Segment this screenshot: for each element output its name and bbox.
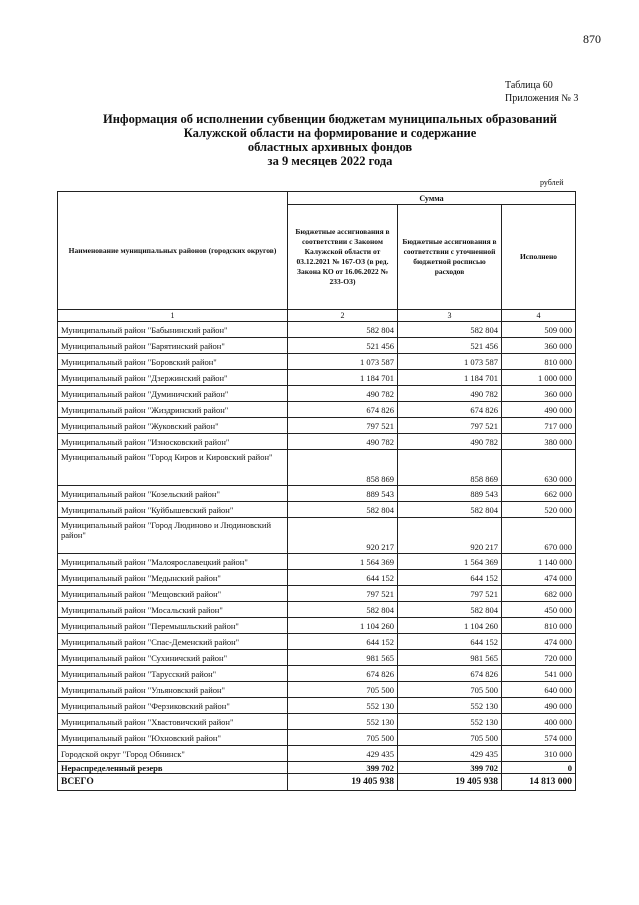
law-allocation: 490 782 [288,386,398,402]
refined-allocation: 1 104 260 [398,618,502,634]
column-number: 2 [288,310,398,322]
title-line: Информация об исполнении субвенции бюджетам муниципальных образований [103,112,557,126]
header-col2: Бюджетные ассигнования в соответствии с Законом Калужской области от 03.12.2021 № 167-ОЗ (в ред. Закона КО от 16.06.2022 № 233-ОЗ) [288,205,398,310]
law-allocation: 582 804 [288,502,398,518]
refined-allocation: 674 826 [398,666,502,682]
refined-allocation: 858 869 [398,450,502,486]
column-number: 3 [398,310,502,322]
header-sum: Сумма [288,192,576,205]
header-col3: Бюджетные ассигнования в соответствии с уточненной бюджетной росписью расходов [398,205,502,310]
district-name: Муниципальный район "Город Людиново и Людиновский район" [58,518,288,554]
refined-allocation: 582 804 [398,502,502,518]
district-name: Муниципальный район "Бабынинский район" [58,322,288,338]
document-title [90,112,570,168]
table-row [58,434,576,450]
district-name: Муниципальный район "Юхновский район" [58,730,288,746]
executed-amount: 520 000 [502,502,576,518]
table-row [58,418,576,434]
executed-amount: 717 000 [502,418,576,434]
table-row [58,486,576,502]
refined-allocation: 582 804 [398,322,502,338]
units-label: рублей [540,178,564,187]
district-name: Муниципальный район "Ульяновский район" [58,682,288,698]
district-name: Муниципальный район "Мещовский район" [58,586,288,602]
table-row [58,618,576,634]
executed-amount: 662 000 [502,486,576,502]
total-refined-allocation: 19 405 938 [398,774,502,791]
law-allocation: 582 804 [288,602,398,618]
refined-allocation: 490 782 [398,386,502,402]
law-allocation: 1 104 260 [288,618,398,634]
refined-allocation: 1 073 587 [398,354,502,370]
law-allocation: 797 521 [288,418,398,434]
law-allocation: 797 521 [288,586,398,602]
refined-allocation: 582 804 [398,602,502,618]
table-row [58,386,576,402]
column-number: 1 [58,310,288,322]
law-allocation: 981 565 [288,650,398,666]
law-allocation: 858 869 [288,450,398,486]
district-name: Муниципальный район "Спас-Деменский район" [58,634,288,650]
total-label: ВСЕГО [58,774,288,791]
district-name: Муниципальный район "Хвастовичский район" [58,714,288,730]
law-allocation: 705 500 [288,730,398,746]
law-allocation: 674 826 [288,666,398,682]
district-name: Муниципальный район "Думиничский район" [58,386,288,402]
refined-allocation: 674 826 [398,402,502,418]
law-allocation: 1 184 701 [288,370,398,386]
header-name: Наименование муниципальных районов (городских округов) [58,192,288,310]
table-row [58,354,576,370]
executed-amount: 640 000 [502,682,576,698]
table-row [58,322,576,338]
district-name: Муниципальный район "Тарусский район" [58,666,288,682]
executed-amount: 810 000 [502,618,576,634]
law-allocation: 674 826 [288,402,398,418]
law-allocation: 582 804 [288,322,398,338]
reserve-executed: 0 [502,762,576,774]
page-number: 870 [583,32,601,46]
executed-amount: 810 000 [502,354,576,370]
table-row [58,714,576,730]
table-row [58,602,576,618]
table-row [58,698,576,714]
refined-allocation: 644 152 [398,634,502,650]
district-name: Муниципальный район "Куйбышевский район" [58,502,288,518]
executed-amount: 630 000 [502,450,576,486]
district-name: Городской округ "Город Обнинск" [58,746,288,762]
district-name: Муниципальный район "Боровский район" [58,354,288,370]
table-label: Таблица 60 [505,80,553,91]
title-line: за 9 месяцев 2022 года [267,154,393,168]
column-number: 4 [502,310,576,322]
law-allocation: 644 152 [288,634,398,650]
law-allocation: 552 130 [288,714,398,730]
executed-amount: 490 000 [502,698,576,714]
law-allocation: 889 543 [288,486,398,502]
executed-amount: 720 000 [502,650,576,666]
total-row [58,774,576,791]
law-allocation: 920 217 [288,518,398,554]
law-allocation: 429 435 [288,746,398,762]
law-allocation: 1 073 587 [288,354,398,370]
header-col4: Исполнено [502,205,576,310]
executed-amount: 509 000 [502,322,576,338]
title-line: областных архивных фондов [247,140,413,154]
executed-amount: 380 000 [502,434,576,450]
district-name: Муниципальный район "Медынский район" [58,570,288,586]
table-row [58,730,576,746]
law-allocation: 490 782 [288,434,398,450]
refined-allocation: 1 184 701 [398,370,502,386]
district-name: Муниципальный район "Барятинский район" [58,338,288,354]
table-row [58,682,576,698]
total-executed: 14 813 000 [502,774,576,791]
reserve-row [58,762,576,774]
refined-allocation: 797 521 [398,586,502,602]
table-row [58,518,576,554]
table-row [58,570,576,586]
district-name: Муниципальный район "Дзержинский район" [58,370,288,386]
district-name: Муниципальный район "Сухиничский район" [58,650,288,666]
table-row [58,634,576,650]
refined-allocation: 889 543 [398,486,502,502]
executed-amount: 1 000 000 [502,370,576,386]
refined-allocation: 1 564 369 [398,554,502,570]
executed-amount: 450 000 [502,602,576,618]
reserve-law-allocation: 399 702 [288,762,398,774]
table-body [58,322,576,791]
table-row [58,370,576,386]
refined-allocation: 644 152 [398,570,502,586]
district-name: Муниципальный район "Малоярославецкий район" [58,554,288,570]
refined-allocation: 797 521 [398,418,502,434]
refined-allocation: 521 456 [398,338,502,354]
district-name: Муниципальный район "Мосальский район" [58,602,288,618]
refined-allocation: 552 130 [398,714,502,730]
executed-amount: 474 000 [502,570,576,586]
law-allocation: 705 500 [288,682,398,698]
executed-amount: 360 000 [502,338,576,354]
executed-amount: 360 000 [502,386,576,402]
refined-allocation: 705 500 [398,682,502,698]
subvention-table [57,191,576,791]
refined-allocation: 490 782 [398,434,502,450]
refined-allocation: 981 565 [398,650,502,666]
law-allocation: 521 456 [288,338,398,354]
title-line: Калужской области на формирование и содержание [183,126,477,140]
table-row [58,338,576,354]
table-row [58,746,576,762]
law-allocation: 644 152 [288,570,398,586]
district-name: Муниципальный район "Износковский район" [58,434,288,450]
refined-allocation: 429 435 [398,746,502,762]
executed-amount: 574 000 [502,730,576,746]
table-row [58,586,576,602]
table-row [58,650,576,666]
appendix-label: Приложения № 3 [505,93,579,104]
law-allocation: 1 564 369 [288,554,398,570]
table-row [58,450,576,486]
district-name: Муниципальный район "Перемышльский район" [58,618,288,634]
table-row [58,554,576,570]
district-name: Муниципальный район "Жиздринский район" [58,402,288,418]
executed-amount: 400 000 [502,714,576,730]
executed-amount: 310 000 [502,746,576,762]
reserve-name: Нераспределенный резерв [58,762,288,774]
district-name: Муниципальный район "Жуковский район" [58,418,288,434]
table-row [58,502,576,518]
reserve-refined-allocation: 399 702 [398,762,502,774]
law-allocation: 552 130 [288,698,398,714]
table-row [58,666,576,682]
refined-allocation: 552 130 [398,698,502,714]
refined-allocation: 920 217 [398,518,502,554]
executed-amount: 541 000 [502,666,576,682]
executed-amount: 682 000 [502,586,576,602]
total-law-allocation: 19 405 938 [288,774,398,791]
executed-amount: 474 000 [502,634,576,650]
table-row [58,402,576,418]
executed-amount: 490 000 [502,402,576,418]
executed-amount: 1 140 000 [502,554,576,570]
district-name: Муниципальный район "Ферзиковский район" [58,698,288,714]
refined-allocation: 705 500 [398,730,502,746]
district-name: Муниципальный район "Козельский район" [58,486,288,502]
executed-amount: 670 000 [502,518,576,554]
district-name: Муниципальный район "Город Киров и Кировский район" [58,450,288,486]
